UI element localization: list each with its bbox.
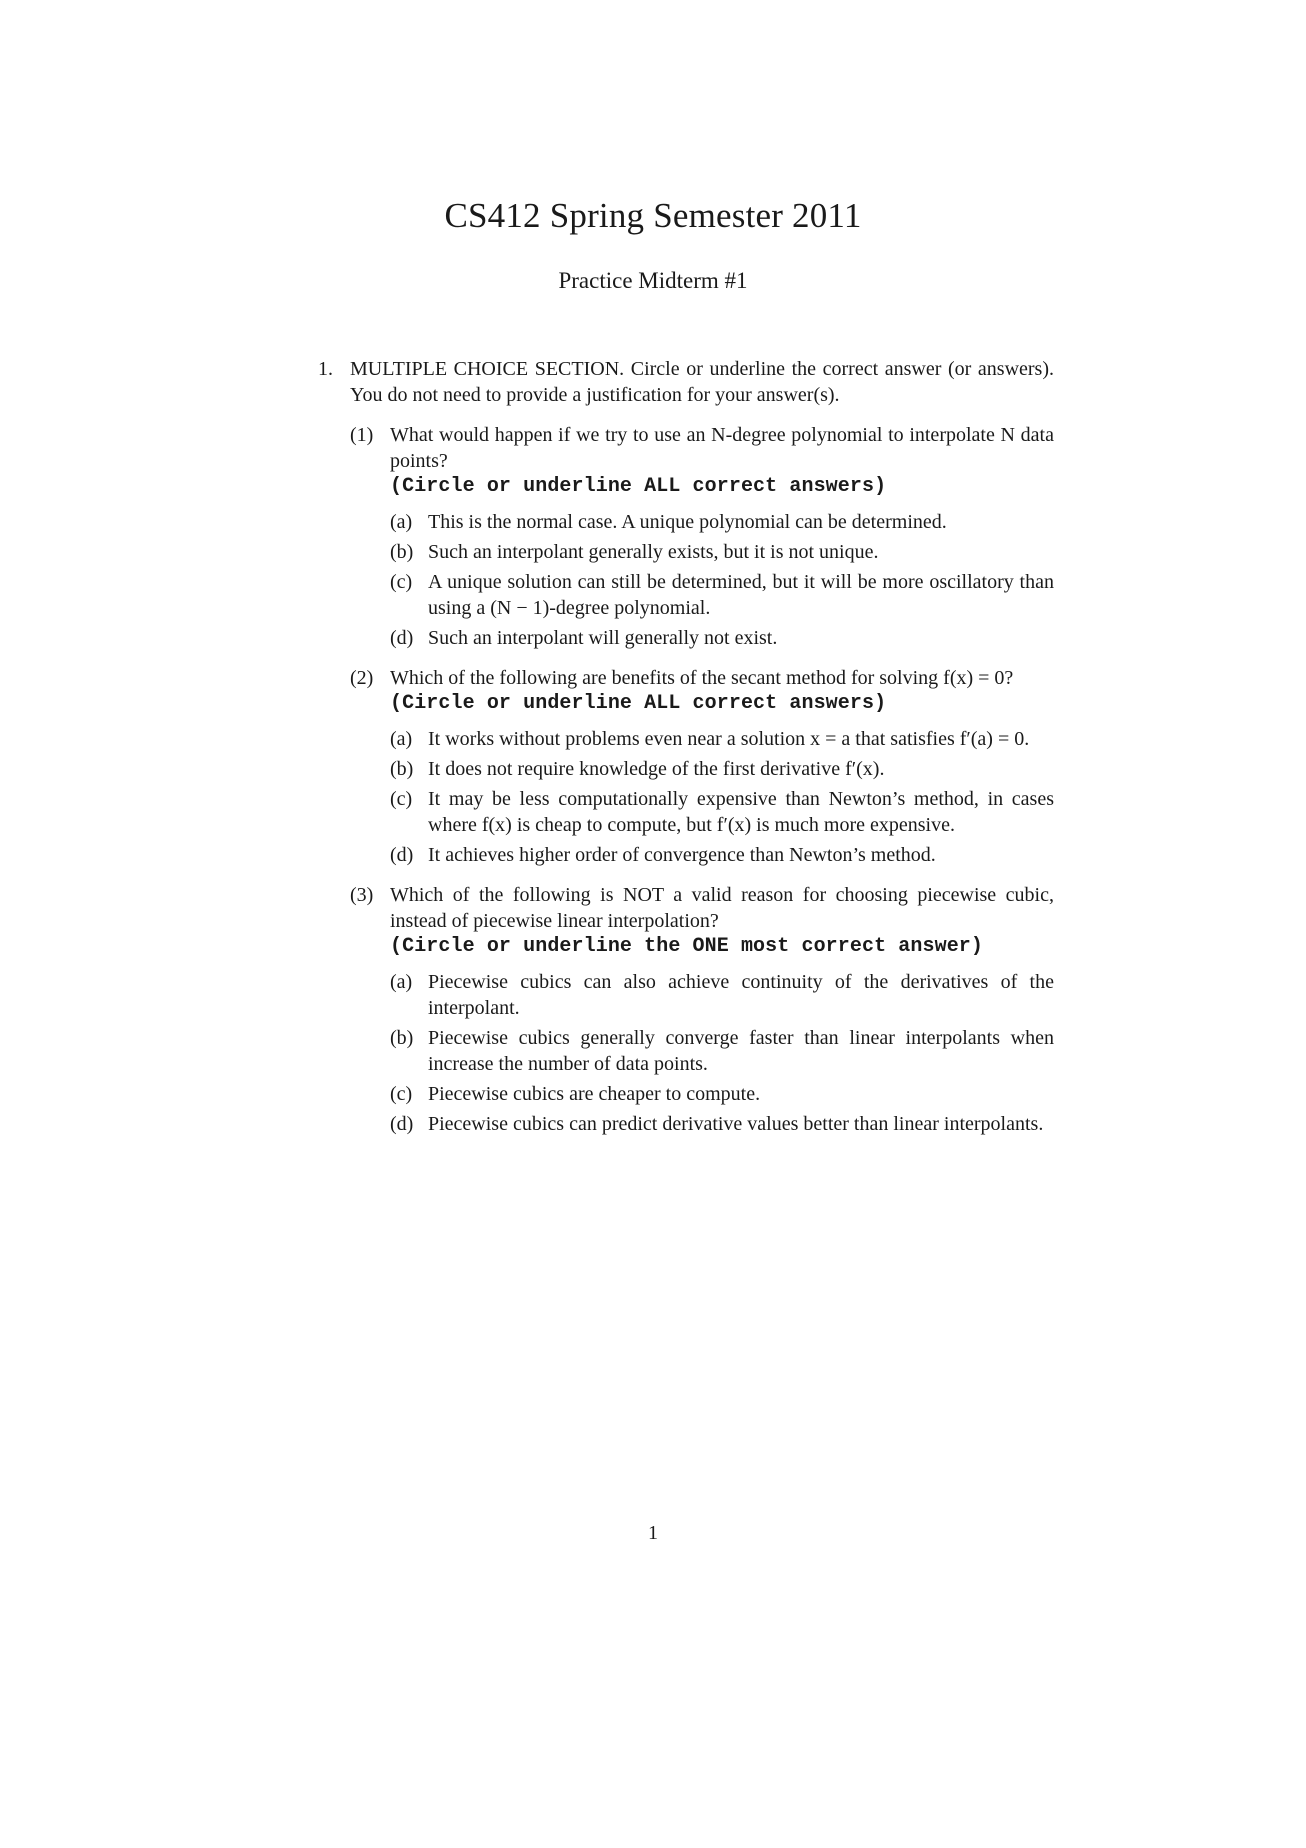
option-list: [390, 509, 1054, 651]
question-instruction: (Circle or underline ALL correct answers): [390, 692, 887, 715]
question-number: (1): [350, 424, 374, 446]
question-text: Which of the following is NOT a valid reason for choosing piecewise cubic, instead of piecewise linear interpolation?: [390, 884, 1054, 932]
option-letter: (c): [390, 1083, 413, 1105]
option-text: A unique solution can still be determined, but it will be more oscillatory than using a (N − 1)-degree polynomial.: [428, 571, 1054, 619]
document-title: CS412 Spring Semester 2011: [444, 196, 862, 235]
option-b[interactable]: [390, 1025, 1054, 1077]
option-text: Such an interpolant will generally not exist.: [428, 627, 778, 649]
multiple-choice-section: [318, 356, 1054, 1141]
option-a[interactable]: [390, 726, 1054, 752]
option-a[interactable]: [390, 969, 1054, 1021]
question-2: [350, 665, 1054, 868]
option-c[interactable]: [390, 569, 1054, 621]
option-letter: (a): [390, 511, 413, 533]
option-letter: (d): [390, 1113, 414, 1135]
option-c[interactable]: [390, 786, 1054, 838]
question-instruction: (Circle or underline the ONE most correct answer): [390, 935, 983, 958]
option-letter: (a): [390, 971, 413, 993]
option-text: It works without problems even near a solution x = a that satisfies f′(a) = 0.: [428, 728, 1030, 750]
option-letter: (a): [390, 728, 413, 750]
option-text: Piecewise cubics are cheaper to compute.: [428, 1083, 761, 1105]
option-a[interactable]: [390, 509, 1054, 535]
question-3: [350, 882, 1054, 1137]
option-letter: (b): [390, 758, 414, 780]
question-instruction: (Circle or underline ALL correct answers): [390, 475, 887, 498]
option-text: Such an interpolant generally exists, but it is not unique.: [428, 541, 879, 563]
option-b[interactable]: [390, 539, 1054, 565]
option-list: [390, 726, 1054, 868]
option-text: Piecewise cubics generally converge faster than linear interpolants when increase the number of data points.: [428, 1027, 1054, 1075]
option-letter: (c): [390, 571, 413, 593]
option-d[interactable]: [390, 1111, 1054, 1137]
document-subtitle: Practice Midterm #1: [558, 268, 748, 293]
page-number: 1: [648, 1522, 658, 1544]
option-text: It may be less computationally expensive than Newton’s method, in cases where f(x) is cheap to compute, but f′(x) is much more expensive.: [428, 788, 1054, 836]
option-text: It does not require knowledge of the first derivative f′(x).: [428, 758, 885, 780]
option-list: [390, 969, 1054, 1137]
question-text: Which of the following are benefits of the secant method for solving f(x) = 0?: [390, 667, 1014, 689]
option-letter: (c): [390, 788, 413, 810]
option-letter: (b): [390, 1027, 414, 1049]
option-letter: (b): [390, 541, 414, 563]
option-text: Piecewise cubics can also achieve continuity of the derivatives of the interpolant.: [428, 971, 1054, 1019]
question-1: [350, 422, 1054, 651]
option-d[interactable]: [390, 842, 1054, 868]
option-c[interactable]: [390, 1081, 1054, 1107]
question-number: (3): [350, 884, 374, 906]
question-number: (2): [350, 667, 374, 689]
section-number: 1.: [318, 358, 333, 380]
section-instructions: MULTIPLE CHOICE SECTION. Circle or underline the correct answer (or answers). You do not need to provide a justification for your answer(s).: [350, 358, 1054, 406]
option-letter: (d): [390, 844, 414, 866]
option-text: It achieves higher order of convergence than Newton’s method.: [428, 844, 936, 866]
question-text: What would happen if we try to use an N-degree polynomial to interpolate N data points?: [390, 424, 1054, 472]
option-letter: (d): [390, 627, 414, 649]
option-d[interactable]: [390, 625, 1054, 651]
option-b[interactable]: [390, 756, 1054, 782]
option-text: This is the normal case. A unique polynomial can be determined.: [428, 511, 947, 533]
option-text: Piecewise cubics can predict derivative values better than linear interpolants.: [428, 1113, 1044, 1135]
